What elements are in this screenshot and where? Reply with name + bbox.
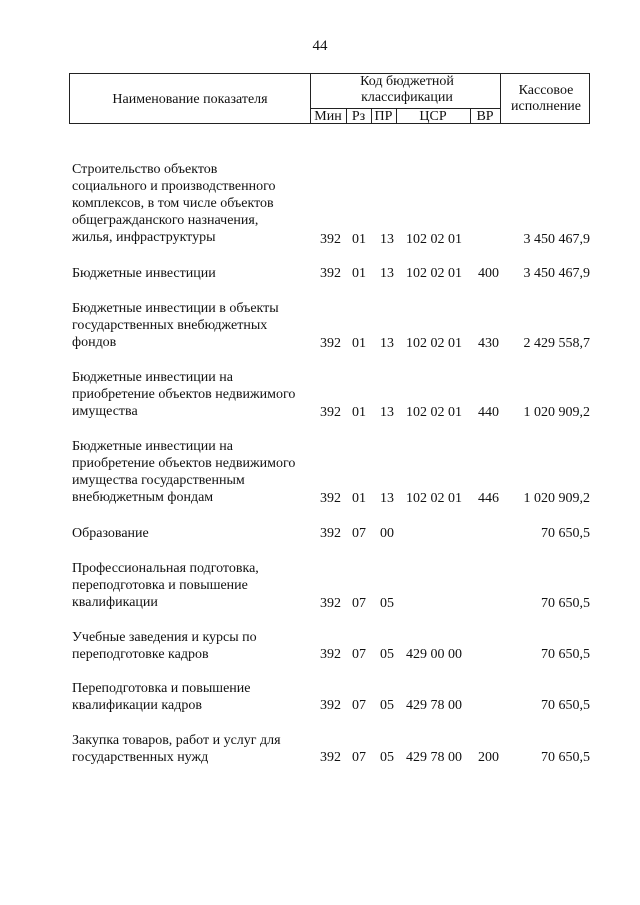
row-csr: 102 02 01 <box>406 266 462 281</box>
header-min: Мин <box>314 109 342 124</box>
row-name: Бюджетные инвестиции на приобретение объектов недвижимого имущества государственным внебюджетным фондам <box>72 439 296 505</box>
table-header <box>69 73 590 124</box>
page-number: 44 <box>312 38 328 54</box>
row-rz: 07 <box>352 596 366 611</box>
row-pr: 00 <box>380 526 394 541</box>
row-pr: 13 <box>380 491 394 506</box>
row-sum: 1 020 909,2 <box>523 405 590 420</box>
row-pr: 05 <box>380 698 394 713</box>
row-name: Закупка товаров, работ и услуг для государственных нужд <box>72 733 281 765</box>
row-sum: 1 020 909,2 <box>523 491 590 506</box>
row-min: 392 <box>320 647 341 662</box>
header-rz: Рз <box>351 109 366 124</box>
row-rz: 07 <box>352 698 366 713</box>
row-min: 392 <box>320 405 341 420</box>
row-name: Бюджетные инвестиции <box>72 266 216 281</box>
header-vr: ВР <box>476 109 494 124</box>
row-rz: 01 <box>352 405 366 420</box>
row-name: Бюджетные инвестиции на приобретение объектов недвижимого имущества <box>72 370 296 419</box>
row-sum: 70 650,5 <box>541 750 590 765</box>
row-rz: 01 <box>352 336 366 351</box>
row-min: 392 <box>320 596 341 611</box>
row-pr: 05 <box>380 596 394 611</box>
row-sum: 3 450 467,9 <box>523 266 590 281</box>
row-pr: 13 <box>380 405 394 420</box>
header-code-group: Код бюджетной классификации <box>360 74 454 105</box>
row-csr: 429 78 00 <box>406 698 462 713</box>
row-min: 392 <box>320 266 341 281</box>
row-rz: 07 <box>352 526 366 541</box>
row-rz: 01 <box>352 266 366 281</box>
row-sum: 70 650,5 <box>541 698 590 713</box>
row-name: Образование <box>72 526 149 541</box>
row-vr: 446 <box>478 491 499 506</box>
header-name-col: Наименование показателя <box>112 92 268 107</box>
row-sum: 3 450 467,9 <box>523 232 590 247</box>
row-sum: 70 650,5 <box>541 596 590 611</box>
row-csr: 102 02 01 <box>406 232 462 247</box>
row-min: 392 <box>320 232 341 247</box>
row-sum: 70 650,5 <box>541 526 590 541</box>
header-csr: ЦСР <box>419 109 447 124</box>
row-name: Переподготовка и повышение квалификации кадров <box>72 681 251 713</box>
row-csr: 102 02 01 <box>406 405 462 420</box>
row-vr: 200 <box>478 750 499 765</box>
row-rz: 07 <box>352 647 366 662</box>
row-csr: 102 02 01 <box>406 491 462 506</box>
row-vr: 400 <box>478 266 499 281</box>
row-csr: 102 02 01 <box>406 336 462 351</box>
row-csr: 429 78 00 <box>406 750 462 765</box>
row-sum: 70 650,5 <box>541 647 590 662</box>
row-min: 392 <box>320 526 341 541</box>
row-min: 392 <box>320 750 341 765</box>
row-pr: 13 <box>380 266 394 281</box>
row-vr: 430 <box>478 336 499 351</box>
row-sum: 2 429 558,7 <box>523 336 590 351</box>
row-name: Бюджетные инвестиции в объекты государственных внебюджетных фондов <box>72 301 279 350</box>
row-name: Учебные заведения и курсы по переподготовке кадров <box>72 630 257 662</box>
row-pr: 13 <box>380 336 394 351</box>
row-name: Профессиональная подготовка, переподготовка и повышение квалификации <box>72 561 259 610</box>
row-vr: 440 <box>478 405 499 420</box>
header-divider <box>500 74 501 124</box>
row-name: Строительство объектов социального и производственного комплексов, в том числе объектов общегражданского назначения, жилья, инфраструктуры <box>72 162 276 245</box>
row-pr: 05 <box>380 750 394 765</box>
header-pr: ПР <box>374 109 393 124</box>
row-rz: 07 <box>352 750 366 765</box>
row-min: 392 <box>320 698 341 713</box>
row-min: 392 <box>320 491 341 506</box>
row-pr: 05 <box>380 647 394 662</box>
row-min: 392 <box>320 336 341 351</box>
header-sum-col: Кассовое исполнение <box>511 83 581 114</box>
row-csr: 429 00 00 <box>406 647 462 662</box>
row-rz: 01 <box>352 491 366 506</box>
row-pr: 13 <box>380 232 394 247</box>
row-rz: 01 <box>352 232 366 247</box>
